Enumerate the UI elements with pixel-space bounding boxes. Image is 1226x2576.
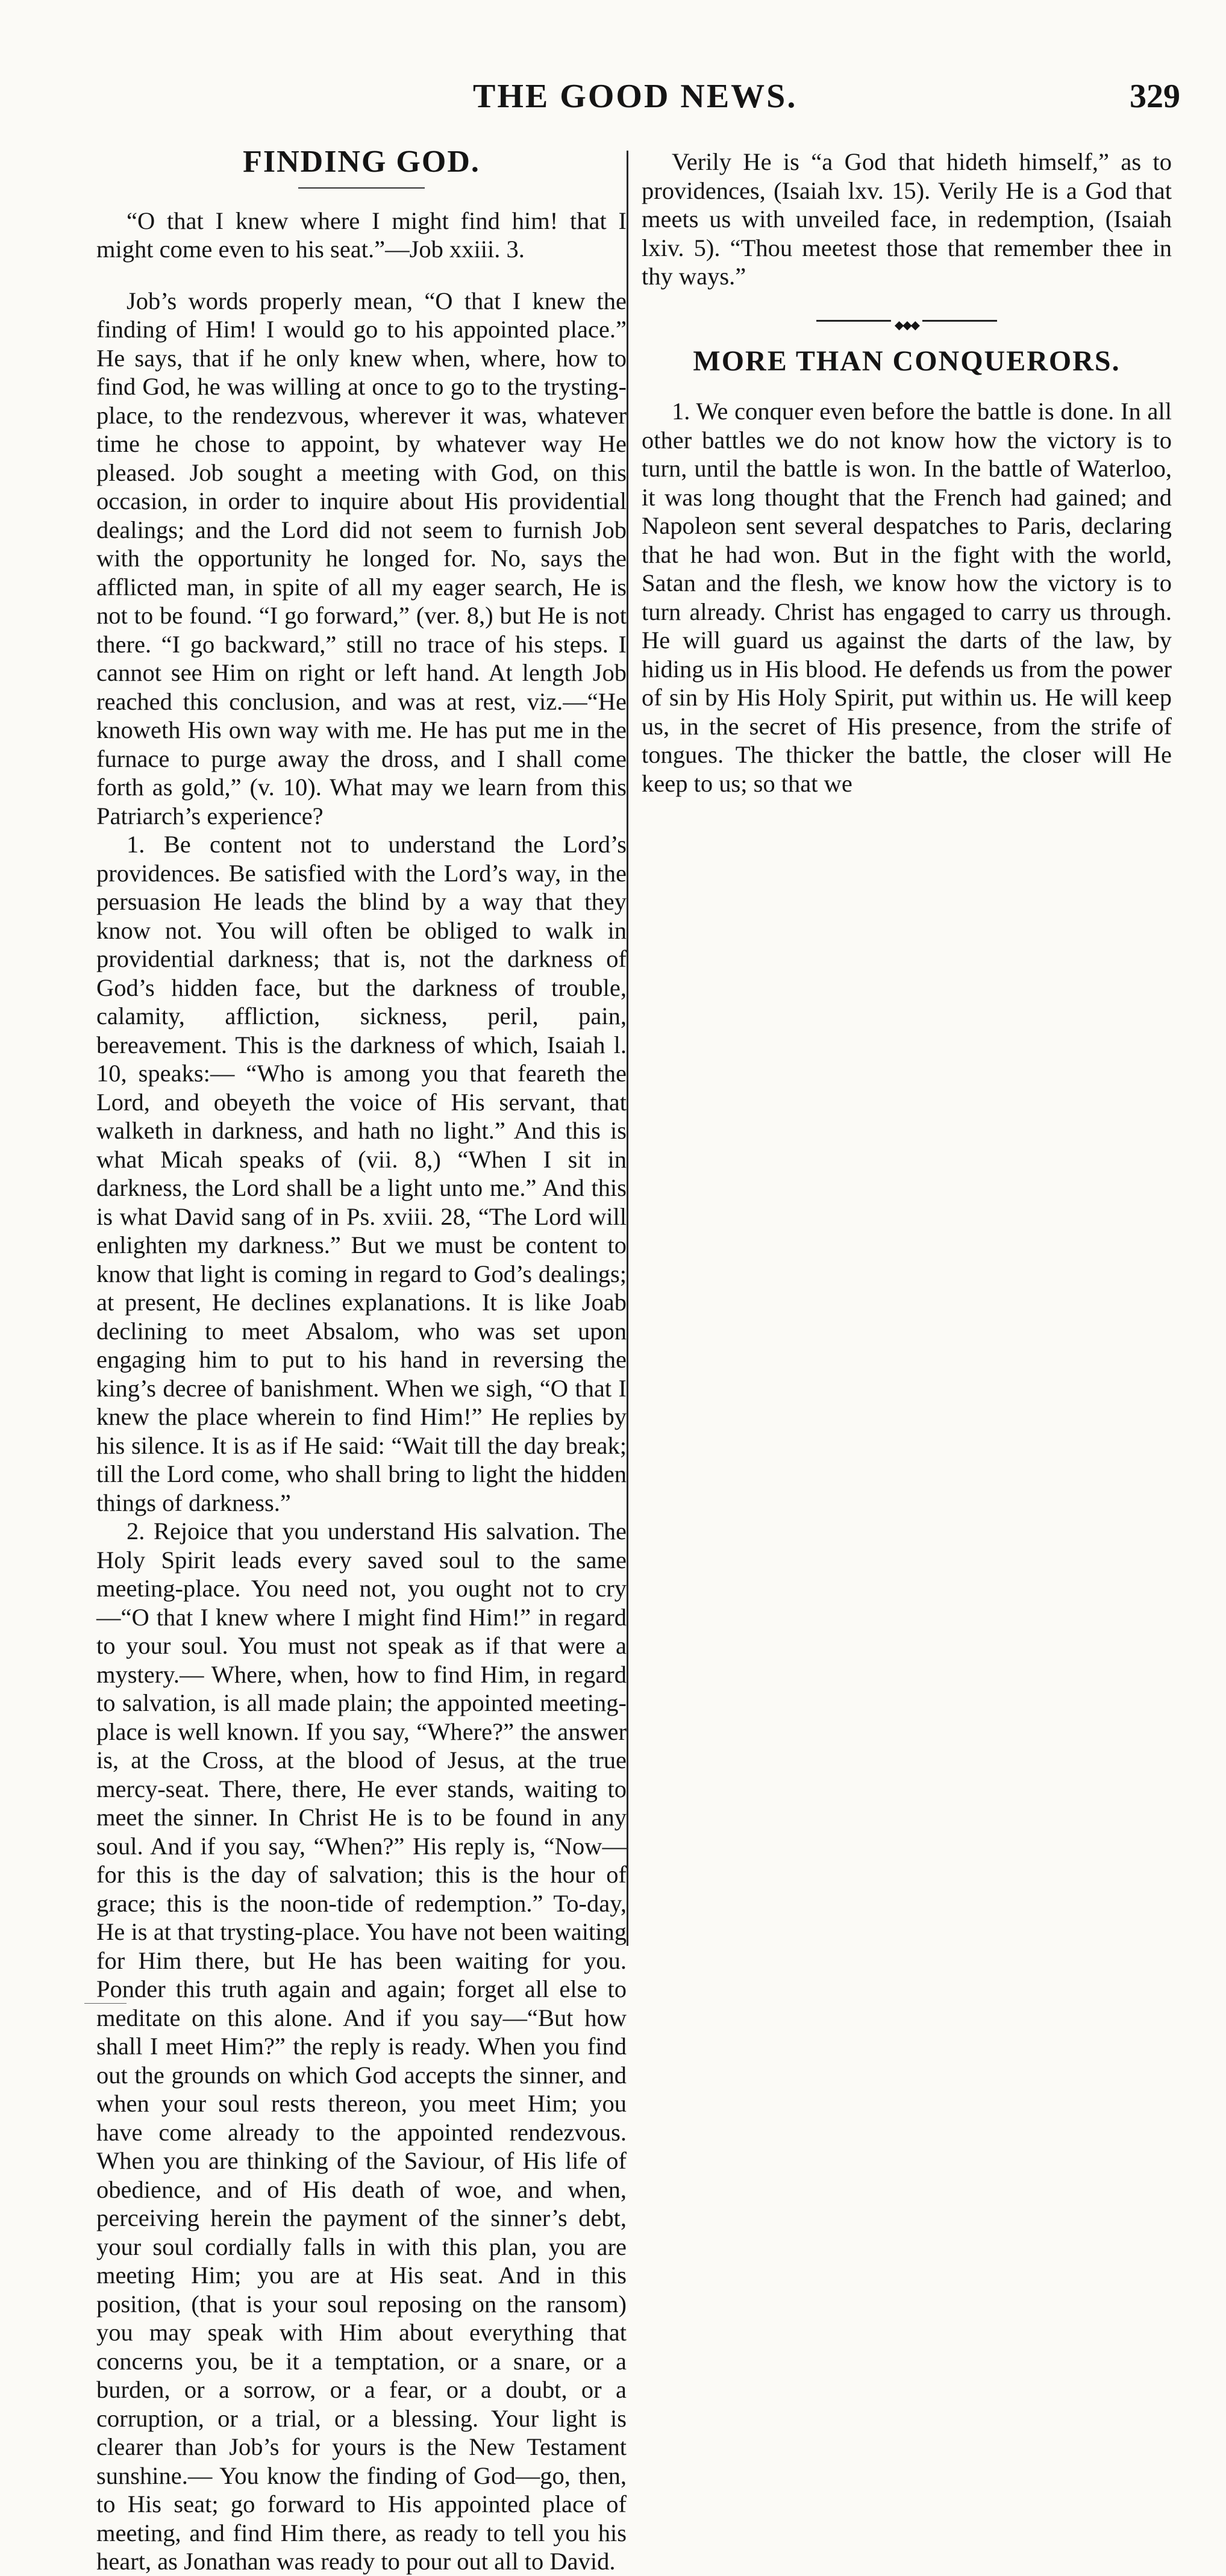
running-head bbox=[0, 77, 1226, 125]
right-column bbox=[642, 148, 1172, 798]
paragraph: Verily He is “a God that hideth himself,” as to providences, (Isaiah lxv. 15). Verily He is a God that meets us with unveiled face, in redemption, (Isaiah lxiv. 5). “Thou meetest those that remember thee in thy ways.” bbox=[642, 148, 1172, 290]
paragraph: 2. Rejoice that you understand His salvation. The Holy Spirit leads every saved soul to the same meeting-place. You need not, you ought not to cry—“O that I knew where I might find Him!” in regard to your soul. You must not speak as if that were a mystery.— Where, when, how to find Him, in regard to salvation, is all made plain; the appointed meeting-place is well known. If you say, “Where?” the answer is, at the Cross, at the blood of Jesus, at the true mercy-seat. There, there, He ever stands, waiting to meet the sinner. In Christ He is to be found in any soul. And if you say, “When?” His reply is, “Now—for this is the day of salvation; this is the hour of grace; this is the noon-tide of redemption.” To-day, He is at that trysting-place. You have not been waiting for Him there, but He has been waiting for you. Ponder this truth again and again; forget all else to meditate on this alone. And if you say—“But how shall I meet Him?” the reply is ready. When you find out the grounds on which God accepts the sinner, and when your soul rests thereon, you meet Him; you have come already to the appointed rendezvous. When you are thinking of the Saviour, of His life of obedience, and of His death of woe, and when, perceiving herein the payment of the sinner’s debt, your soul cordially falls in with this plan, you are meeting Him; you are at His seat. And in this position, (that is your soul reposing on the ransom) you may speak with Him about everything that concerns you, be it a temptation, or a snare, or a burden, or a sorrow, or a fear, or a doubt, or a corruption, or a trial, or a blessing. Your light is clearer than Job’s for yours is the New Testament sunshine.— You know the finding of God—go, then, to His seat; go forward to His appointed place of meeting, and find Him there, as ready to tell you his heart, as Jonathan was ready to pour out all to David. bbox=[96, 1518, 627, 2575]
epigraph: “O that I knew where I might find him! that I might come even to his seat.”—Job xxiii. 3. bbox=[96, 207, 627, 263]
article-title-finding-god: FINDING GOD. bbox=[243, 145, 480, 179]
column-rule bbox=[627, 151, 628, 1946]
page-number: 329 bbox=[1130, 78, 1180, 115]
paragraph: 1. We conquer even before the battle is done. In all other battles we do not know how the victory is to turn, until the battle is won. In the battle of Waterloo, it was long thought that the French had gained; and Napoleon sent several despatches to Paris, declaring that he had won. But in the fight with the world, Satan and the flesh, we know how the victory is to turn already. Christ has engaged to carry us through. He will guard us against the darts of the law, by hiding us in His blood. He defends us from the power of sin by His Holy Spirit, put within us. He will keep us, in the secret of His presence, from the strife of tongues. The thicker the battle, the closer will He keep to us; so that we bbox=[642, 398, 1172, 797]
paragraph: Job’s words properly mean, “O that I knew the finding of Him! I would go to his appointed place.” He says, that if he only knew when, where, how to find God, he was willing at once to go to the trysting-place, to the rendezvous, wherever it was, whatever time he chose to appoint, by whatever way He pleased. Job sought a meeting with God, on this occasion, in order to inquire about His providential dealings; and the Lord did not seem to furnish Job with the opportunity he longed for. No, says the afflicted man, in spite of all my eager search, He is not to be found. “I go forward,” (ver. 8,) but He is not there. “I go backward,” still no trace of his steps. I cannot see Him on right or left hand. At length Job reached this conclusion, and was at rest, viz.—“He knoweth His own way with me. He has put me in the furnace to purge away the dross, and I shall come forth as gold,” (v. 10). What may we learn from this Patriarch’s experience? bbox=[96, 287, 627, 830]
title-rule bbox=[298, 187, 425, 189]
article-title-more-than-conquerors: MORE THAN CONQUERORS. bbox=[693, 345, 1121, 377]
left-column bbox=[96, 145, 627, 2576]
journal-title: THE GOOD NEWS. bbox=[473, 78, 798, 115]
paragraph: 1. Be content not to understand the Lord’s providences. Be satisfied with the Lord’s way, in the persuasion He leads the blind by a way that they know not. You will often be obliged to walk in providential darkness; that is, not the darkness of God’s hidden face, but the darkness of trouble, calamity, affliction, sickness, peril, pain, bereavement. This is the darkness of which, Isaiah l. 10, speaks:— “Who is among you that feareth the Lord, and obeyeth the voice of His servant, that walketh in darkness, and hath no light.” And this is what Micah speaks of (vii. 8,) “When I sit in darkness, the Lord shall be a light unto me.” And this is what David sang of in Ps. xviii. 28, “The Lord will enlighten my darkness.” But we must be content to know that light is coming in regard to God’s dealings; at present, He declines explanations. It is like Joab declining to meet Absalom, who was set upon engaging him to put to his hand in reversing the king’s decree of banishment. When we sigh, “O that I knew the place wherein to find Him!” He replies by his silence. It is as if He said: “Wait till the day break; till the Lord come, who shall bring to light the hidden things of darkness.” bbox=[96, 831, 627, 1516]
footer-rule bbox=[84, 2003, 127, 2004]
ornamental-divider bbox=[816, 320, 997, 322]
